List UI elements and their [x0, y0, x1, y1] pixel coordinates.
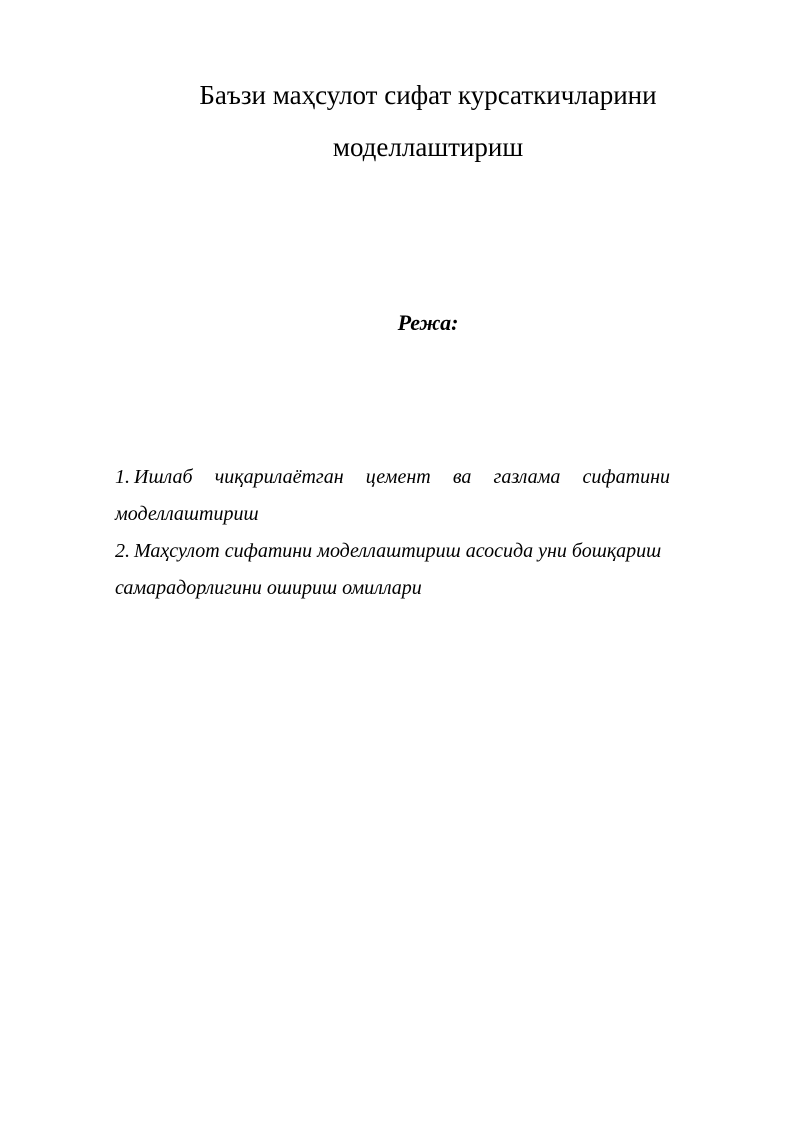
plan-item-2-number: 2. [115, 540, 130, 562]
plan-item-1-word-3: цемент [365, 466, 431, 488]
plan-item-1-number: 1. [115, 466, 130, 488]
plan-heading: Режа: [397, 310, 459, 335]
plan-item-1-word-6: сифатини [582, 466, 670, 488]
plan-item-1-word-4: ва [452, 466, 472, 488]
plan-item-2-text: Маҳсулот сифатини моделлаштириш асосида уни бошқариш [134, 540, 662, 562]
plan-item-1-first-line-words [115, 459, 670, 496]
document-title-line-1: Баъзи маҳсулот сифат курсаткичларини [199, 80, 657, 110]
plan-item-1-word-2: чиқарилаётган [214, 466, 344, 488]
document-title-line-2: моделлаштириш [332, 132, 524, 162]
plan-item-2 [115, 533, 705, 607]
plan-item-1 [115, 459, 705, 533]
plan-item-1-line-2: моделлаштириш [115, 503, 259, 525]
plan-item-1-line-1 [115, 459, 705, 496]
plan-item-2-line-2: самарадорлигини ошириш омиллари [115, 577, 422, 599]
plan-item-1-word-5: газлама [493, 466, 561, 488]
plan-item-1-word-1: Ишлаб [134, 466, 193, 488]
plan-item-2-line-1 [115, 533, 705, 570]
plan-list [115, 459, 705, 607]
plan-item-1-word [115, 459, 193, 496]
